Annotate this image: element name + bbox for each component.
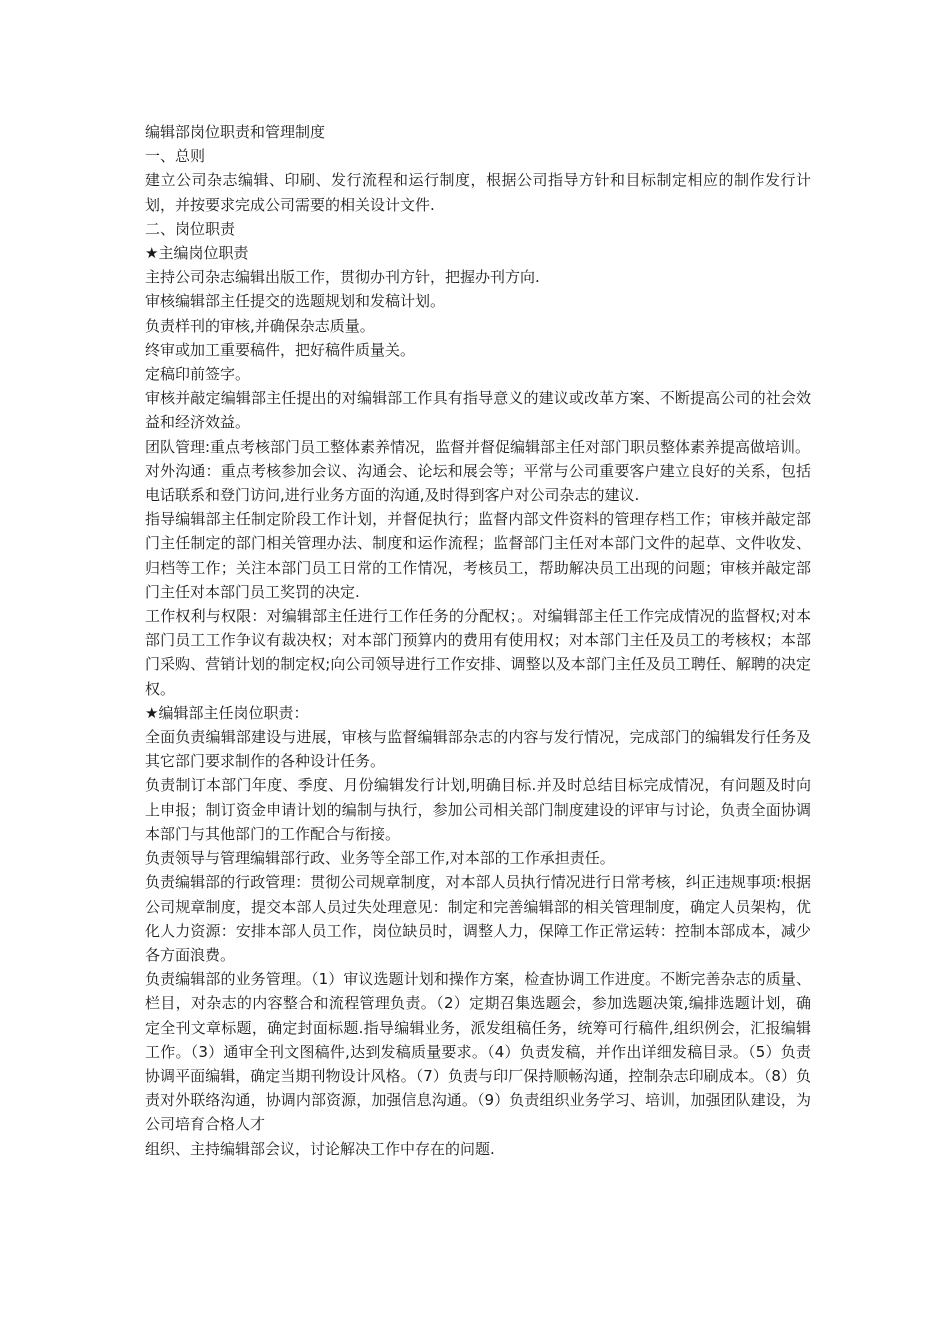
- paragraph: 定稿印前签字。: [145, 365, 251, 384]
- paragraph: 审核并敲定编辑部主任提出的对编辑部工作具有指导意义的建议或改革方案、不断提高公司的社会效益和经济效益。: [145, 389, 811, 432]
- paragraph: 负责编辑部的行政管理：贯彻公司规章制度，对本部人员执行情况进行日常考核，纠正违规事项:根据公司规章制度，提交本部人员过失处理意见：制定和完善编辑部的相关管理制度，确定人员架构，优化人力资源：安排本部人员工作，岗位缺员时，调整人力，保障工作正常运转：控制本部成本，减少各方面浪费。: [145, 873, 811, 964]
- paragraph: 负责样刊的审核,并确保杂志质量。: [145, 316, 375, 335]
- paragraph: 主持公司杂志编辑出版工作，贯彻办刊方针，把握办刊方向.: [145, 268, 540, 287]
- paragraph: 团队管理:重点考核部门员工整体素养情况，监督并督促编辑部主任对部门职员整体素养提高做培训。: [145, 437, 811, 456]
- paragraph: 审核编辑部主任提交的选题规划和发稿计划。: [145, 292, 446, 311]
- subsection-heading-editor-in-chief: ★主编岗位职责: [145, 244, 249, 263]
- paragraph: 工作权利与权限：对编辑部主任进行工作任务的分配权；。对编辑部主任工作完成情况的监督权;对本部门员工工作争议有裁决权；对本部门预算内的费用有使用权；对本部门主任及员工的考核权；本部门采购、营销计划的制定权;向公司领导进行工作安排、调整以及本部门主任及员工聘任、解聘的决定权。: [145, 607, 811, 698]
- paragraph: 组织、主持编辑部会议，讨论解决工作中存在的问题.: [145, 1139, 495, 1158]
- section-heading-duties: 二、岗位职责: [145, 219, 236, 238]
- paragraph: 负责编辑部的业务管理。（1）审议选题计划和操作方案，检查协调工作进度。不断完善杂志的质量、栏目，对杂志的内容整合和流程管理负责。（2）定期召集选题会，参加选题决策,编排选题计划，确定全刊文章标题，确定封面标题.指导编辑业务，派发组稿任务，统筹可行稿件,组织例会，汇报编辑工作。（3）通审全刊文图稿件,达到发稿质量要求。（4）负责发稿，并作出详细发稿目录。（5）负责协调平面编辑，确定当期刊物设计风格。（7）负责与印厂保持顺畅沟通，控制杂志印刷成本。（8）负责对外联络沟通，协调内部资源，加强信息沟通。（9）负责组织业务学习、培训，加强团队建设，为公司培育合格人才: [145, 970, 811, 1134]
- paragraph: 负责领导与管理编辑部行政、业务等全部工作,对本部的工作承担责任。: [145, 849, 615, 868]
- paragraph: 建立公司杂志编辑、印刷、发行流程和运行制度，根据公司指导方针和目标制定相应的制作发行计划，并按要求完成公司需要的相关设计文件.: [145, 171, 811, 214]
- document-page: [145, 120, 811, 1161]
- document-title: 编辑部岗位职责和管理制度: [145, 123, 326, 141]
- subsection-heading-editorial-director: ★编辑部主任岗位职责：: [145, 703, 309, 722]
- paragraph: 终审或加工重要稿件，把好稿件质量关。: [145, 340, 416, 359]
- section-heading-general: 一、总则: [145, 147, 206, 166]
- paragraph: 全面负责编辑部建设与进展，审核与监督编辑部杂志的内容与发行情况，完成部门的编辑发行任务及其它部门要求制作的各种设计任务。: [145, 728, 811, 771]
- paragraph: 负责制订本部门年度、季度、月份编辑发行计划,明确目标.并及时总结目标完成情况，有问题及时向上申报；制订资金申请计划的编制与执行，参加公司相关部门制度建设的评审与讨论，负责全面协调本部门与其他部门的工作配合与衔接。: [145, 776, 811, 843]
- paragraph: 对外沟通：重点考核参加会议、沟通会、论坛和展会等；平常与公司重要客户建立良好的关系，包括电话联系和登门访问,进行业务方面的沟通,及时得到客户对公司杂志的建议.: [145, 461, 811, 505]
- paragraph: 指导编辑部主任制定阶段工作计划，并督促执行；监督内部文件资料的管理存档工作；审核并敲定部门主任制定的部门相关管理办法、制度和运作流程；监督部门主任对本部门文件的起草、文件收发、归档等工作；关注本部门员工日常的工作情况，考核员工，帮助解决员工出现的问题；审核并敲定部门主任对本部门员工奖罚的决定.: [145, 510, 811, 601]
